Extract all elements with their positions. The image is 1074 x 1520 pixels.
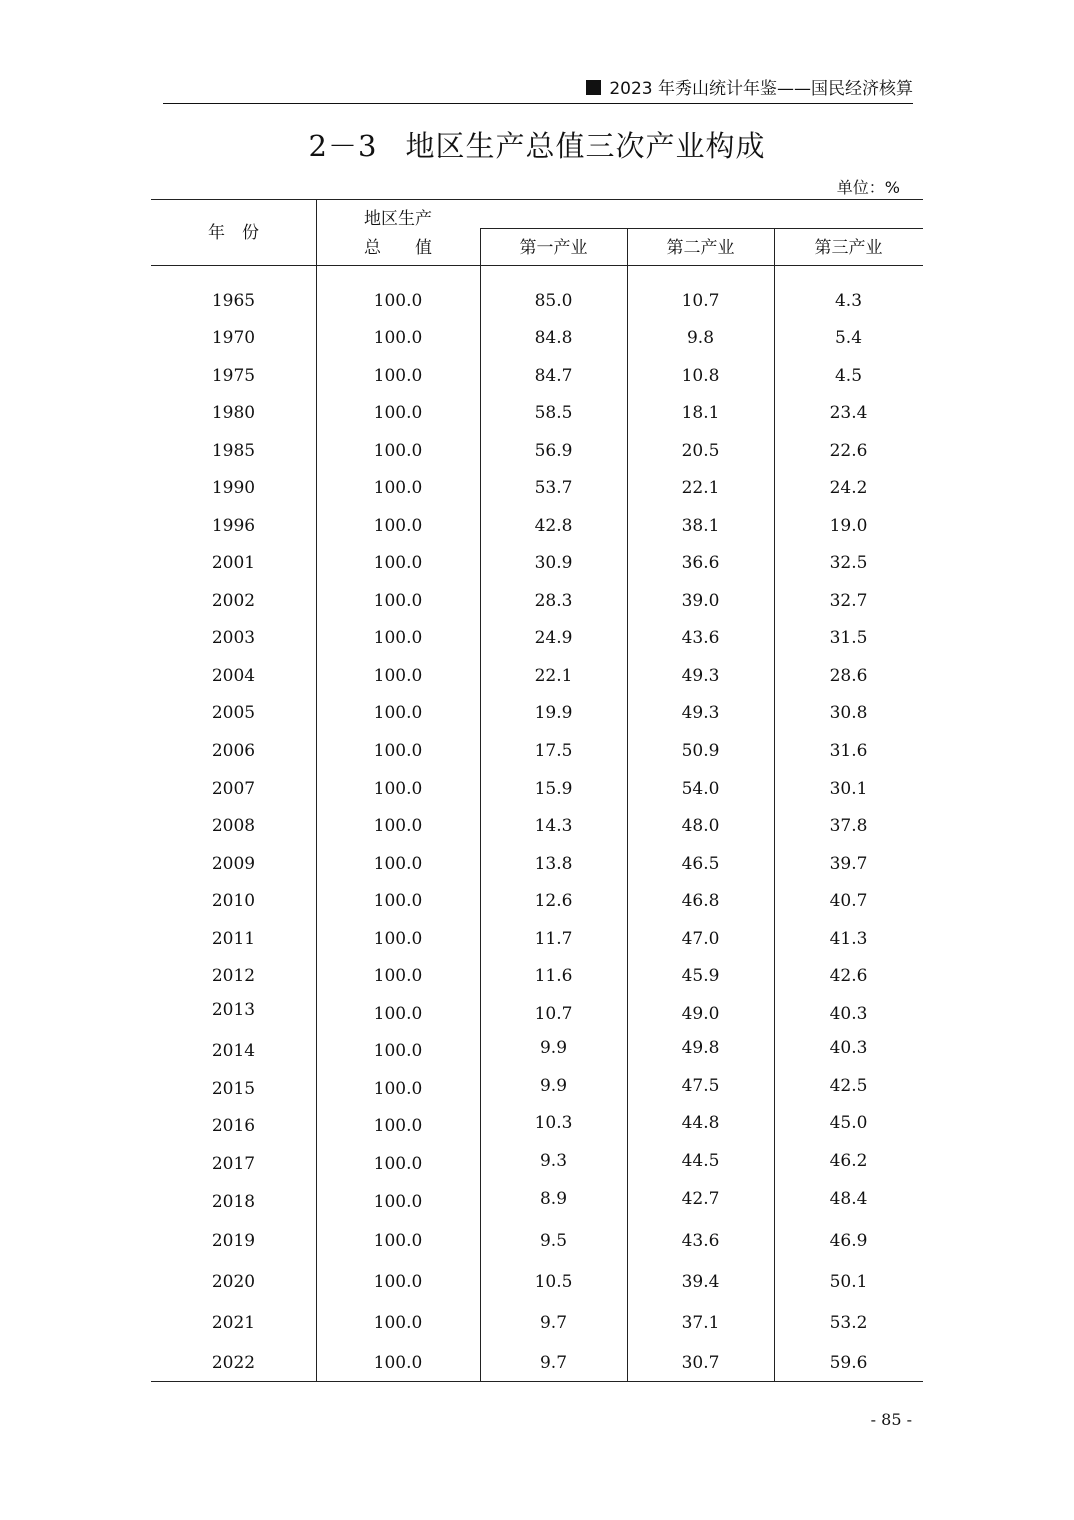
cell-secondary: 46.8 [681, 891, 720, 911]
cell-primary: 22.1 [534, 666, 573, 686]
cell-secondary: 39.4 [681, 1272, 720, 1292]
cell-secondary: 47.5 [681, 1076, 720, 1096]
cell-primary: 9.7 [539, 1353, 568, 1373]
cell-primary: 56.9 [534, 441, 573, 461]
cell-secondary: 46.5 [681, 854, 720, 874]
cell-secondary: 10.8 [681, 366, 720, 386]
cell-secondary: 18.1 [681, 403, 720, 423]
cell-gdp: 100.0 [373, 591, 423, 611]
cell-tertiary: 45.0 [829, 1113, 868, 1133]
cell-gdp: 100.0 [373, 628, 423, 648]
cell-gdp: 100.0 [373, 1004, 423, 1024]
table-top-rule [151, 199, 923, 200]
cell-tertiary: 46.2 [829, 1151, 868, 1171]
cell-gdp: 100.0 [373, 1041, 423, 1061]
cell-gdp: 100.0 [373, 516, 423, 536]
cell-gdp: 100.0 [373, 1231, 423, 1251]
cell-tertiary: 32.5 [829, 553, 868, 573]
cell-tertiary: 40.7 [829, 891, 868, 911]
cell-gdp: 100.0 [373, 1272, 423, 1292]
header-rule [163, 103, 913, 104]
cell-primary: 17.5 [534, 741, 573, 761]
cell-gdp: 100.0 [373, 291, 423, 311]
cell-year: 1970 [211, 328, 256, 348]
cell-year: 2020 [211, 1272, 256, 1292]
cell-secondary: 54.0 [681, 779, 720, 799]
cell-secondary: 43.6 [681, 1231, 720, 1251]
cell-secondary: 43.6 [681, 628, 720, 648]
column-header-gdp-line1: 地区生产 [364, 209, 432, 229]
cell-tertiary: 39.7 [829, 854, 868, 874]
cell-tertiary: 28.6 [829, 666, 868, 686]
cell-year: 1980 [211, 403, 256, 423]
cell-tertiary: 31.5 [829, 628, 868, 648]
cell-primary: 11.7 [534, 929, 573, 949]
cell-primary: 9.9 [539, 1076, 568, 1096]
cell-year: 2001 [211, 553, 256, 573]
cell-year: 2003 [211, 628, 256, 648]
cell-secondary: 45.9 [681, 966, 720, 986]
column-header-tertiary: 第三产业 [814, 238, 883, 258]
cell-primary: 10.3 [534, 1113, 573, 1133]
cell-primary: 42.8 [534, 516, 573, 536]
cell-primary: 53.7 [534, 478, 573, 498]
running-title: 2023 年秀山统计年鉴——国民经济核算 [609, 79, 913, 99]
cell-year: 2002 [211, 591, 256, 611]
cell-gdp: 100.0 [373, 1353, 423, 1373]
cell-gdp: 100.0 [373, 1116, 423, 1136]
table-title-text: 地区生产总值三次产业构成 [405, 129, 766, 163]
cell-gdp: 100.0 [373, 966, 423, 986]
cell-primary: 28.3 [534, 591, 573, 611]
cell-tertiary: 40.3 [829, 1004, 868, 1024]
cell-year: 2016 [211, 1116, 256, 1136]
cell-year: 1975 [211, 366, 256, 386]
cell-secondary: 36.6 [681, 553, 720, 573]
cell-tertiary: 4.3 [834, 291, 863, 311]
cell-primary: 13.8 [534, 854, 573, 874]
cell-tertiary: 46.9 [829, 1231, 868, 1251]
cell-year: 2018 [211, 1192, 256, 1212]
cell-secondary: 49.8 [681, 1038, 720, 1058]
cell-tertiary: 59.6 [829, 1353, 868, 1373]
cell-year: 2010 [211, 891, 256, 911]
cell-tertiary: 22.6 [829, 441, 868, 461]
cell-gdp: 100.0 [373, 666, 423, 686]
cell-year: 1985 [211, 441, 256, 461]
cell-secondary: 38.1 [681, 516, 720, 536]
cell-primary: 9.3 [539, 1151, 568, 1171]
cell-year: 2017 [211, 1154, 256, 1174]
cell-primary: 14.3 [534, 816, 573, 836]
cell-secondary: 49.3 [681, 666, 720, 686]
cell-year: 2022 [211, 1353, 256, 1373]
cell-gdp: 100.0 [373, 478, 423, 498]
table-number: 2－3 [308, 129, 378, 163]
cell-year: 1990 [211, 478, 256, 498]
cell-tertiary: 40.3 [829, 1038, 868, 1058]
column-header-gdp-line2: 总 值 [364, 238, 432, 258]
cell-tertiary: 23.4 [829, 403, 868, 423]
cell-tertiary: 4.5 [834, 366, 863, 386]
table-title [0, 124, 1074, 165]
cell-tertiary: 50.1 [829, 1272, 868, 1292]
cell-secondary: 49.3 [681, 703, 720, 723]
cell-year: 1996 [211, 516, 256, 536]
cell-primary: 24.9 [534, 628, 573, 648]
cell-tertiary: 32.7 [829, 591, 868, 611]
cell-tertiary: 42.5 [829, 1076, 868, 1096]
page-number: - 85 - [870, 1410, 912, 1429]
cell-primary: 84.7 [534, 366, 573, 386]
cell-year: 2006 [211, 741, 256, 761]
cell-gdp: 100.0 [373, 816, 423, 836]
cell-gdp: 100.0 [373, 553, 423, 573]
cell-year: 2014 [211, 1041, 256, 1061]
cell-primary: 8.9 [539, 1189, 568, 1209]
cell-secondary: 47.0 [681, 929, 720, 949]
cell-tertiary: 37.8 [829, 816, 868, 836]
cell-secondary: 22.1 [681, 478, 720, 498]
cell-tertiary: 48.4 [829, 1189, 868, 1209]
column-header-year: 年 份 [208, 223, 259, 243]
cell-tertiary: 19.0 [829, 516, 868, 536]
cell-year: 1965 [211, 291, 256, 311]
cell-primary: 85.0 [534, 291, 573, 311]
cell-gdp: 100.0 [373, 1313, 423, 1333]
cell-secondary: 44.5 [681, 1151, 720, 1171]
cell-gdp: 100.0 [373, 779, 423, 799]
cell-year: 2015 [211, 1079, 256, 1099]
cell-primary: 84.8 [534, 328, 573, 348]
cell-secondary: 37.1 [681, 1313, 720, 1333]
header-bottom-rule [151, 265, 923, 266]
cell-tertiary: 30.1 [829, 779, 868, 799]
cell-tertiary: 41.3 [829, 929, 868, 949]
table-bottom-rule [151, 1381, 923, 1382]
cell-secondary: 30.7 [681, 1353, 720, 1373]
cell-primary: 58.5 [534, 403, 573, 423]
cell-year: 2013 [211, 1000, 256, 1020]
column-header-secondary: 第二产业 [666, 238, 735, 258]
column-header-primary: 第一产业 [519, 238, 588, 258]
cell-secondary: 10.7 [681, 291, 720, 311]
cell-tertiary: 5.4 [834, 328, 863, 348]
cell-primary: 19.9 [534, 703, 573, 723]
cell-gdp: 100.0 [373, 1079, 423, 1099]
cell-year: 2011 [211, 929, 256, 949]
cell-primary: 9.5 [539, 1231, 568, 1251]
running-header [163, 76, 913, 102]
black-square-icon [586, 80, 601, 95]
cell-primary: 12.6 [534, 891, 573, 911]
cell-year: 2019 [211, 1231, 256, 1251]
subheader-rule [480, 228, 923, 229]
cell-primary: 10.5 [534, 1272, 573, 1292]
cell-gdp: 100.0 [373, 403, 423, 423]
cell-primary: 11.6 [534, 966, 573, 986]
cell-secondary: 48.0 [681, 816, 720, 836]
cell-tertiary: 31.6 [829, 741, 868, 761]
cell-secondary: 49.0 [681, 1004, 720, 1024]
cell-tertiary: 42.6 [829, 966, 868, 986]
cell-year: 2005 [211, 703, 256, 723]
cell-year: 2007 [211, 779, 256, 799]
cell-gdp: 100.0 [373, 891, 423, 911]
cell-tertiary: 24.2 [829, 478, 868, 498]
cell-primary: 10.7 [534, 1004, 573, 1024]
cell-primary: 9.9 [539, 1038, 568, 1058]
cell-year: 2012 [211, 966, 256, 986]
cell-gdp: 100.0 [373, 1154, 423, 1174]
cell-secondary: 50.9 [681, 741, 720, 761]
cell-gdp: 100.0 [373, 328, 423, 348]
cell-secondary: 9.8 [686, 328, 715, 348]
cell-gdp: 100.0 [373, 441, 423, 461]
cell-gdp: 100.0 [373, 854, 423, 874]
cell-gdp: 100.0 [373, 703, 423, 723]
cell-primary: 15.9 [534, 779, 573, 799]
unit-label: 单位：% [836, 178, 900, 197]
cell-gdp: 100.0 [373, 929, 423, 949]
cell-secondary: 39.0 [681, 591, 720, 611]
cell-year: 2008 [211, 816, 256, 836]
cell-year: 2004 [211, 666, 256, 686]
cell-secondary: 42.7 [681, 1189, 720, 1209]
cell-primary: 30.9 [534, 553, 573, 573]
cell-year: 2021 [211, 1313, 256, 1333]
cell-gdp: 100.0 [373, 366, 423, 386]
cell-secondary: 44.8 [681, 1113, 720, 1133]
cell-secondary: 20.5 [681, 441, 720, 461]
cell-year: 2009 [211, 854, 256, 874]
cell-gdp: 100.0 [373, 741, 423, 761]
cell-tertiary: 53.2 [829, 1313, 868, 1333]
cell-tertiary: 30.8 [829, 703, 868, 723]
cell-gdp: 100.0 [373, 1192, 423, 1212]
cell-primary: 9.7 [539, 1313, 568, 1333]
